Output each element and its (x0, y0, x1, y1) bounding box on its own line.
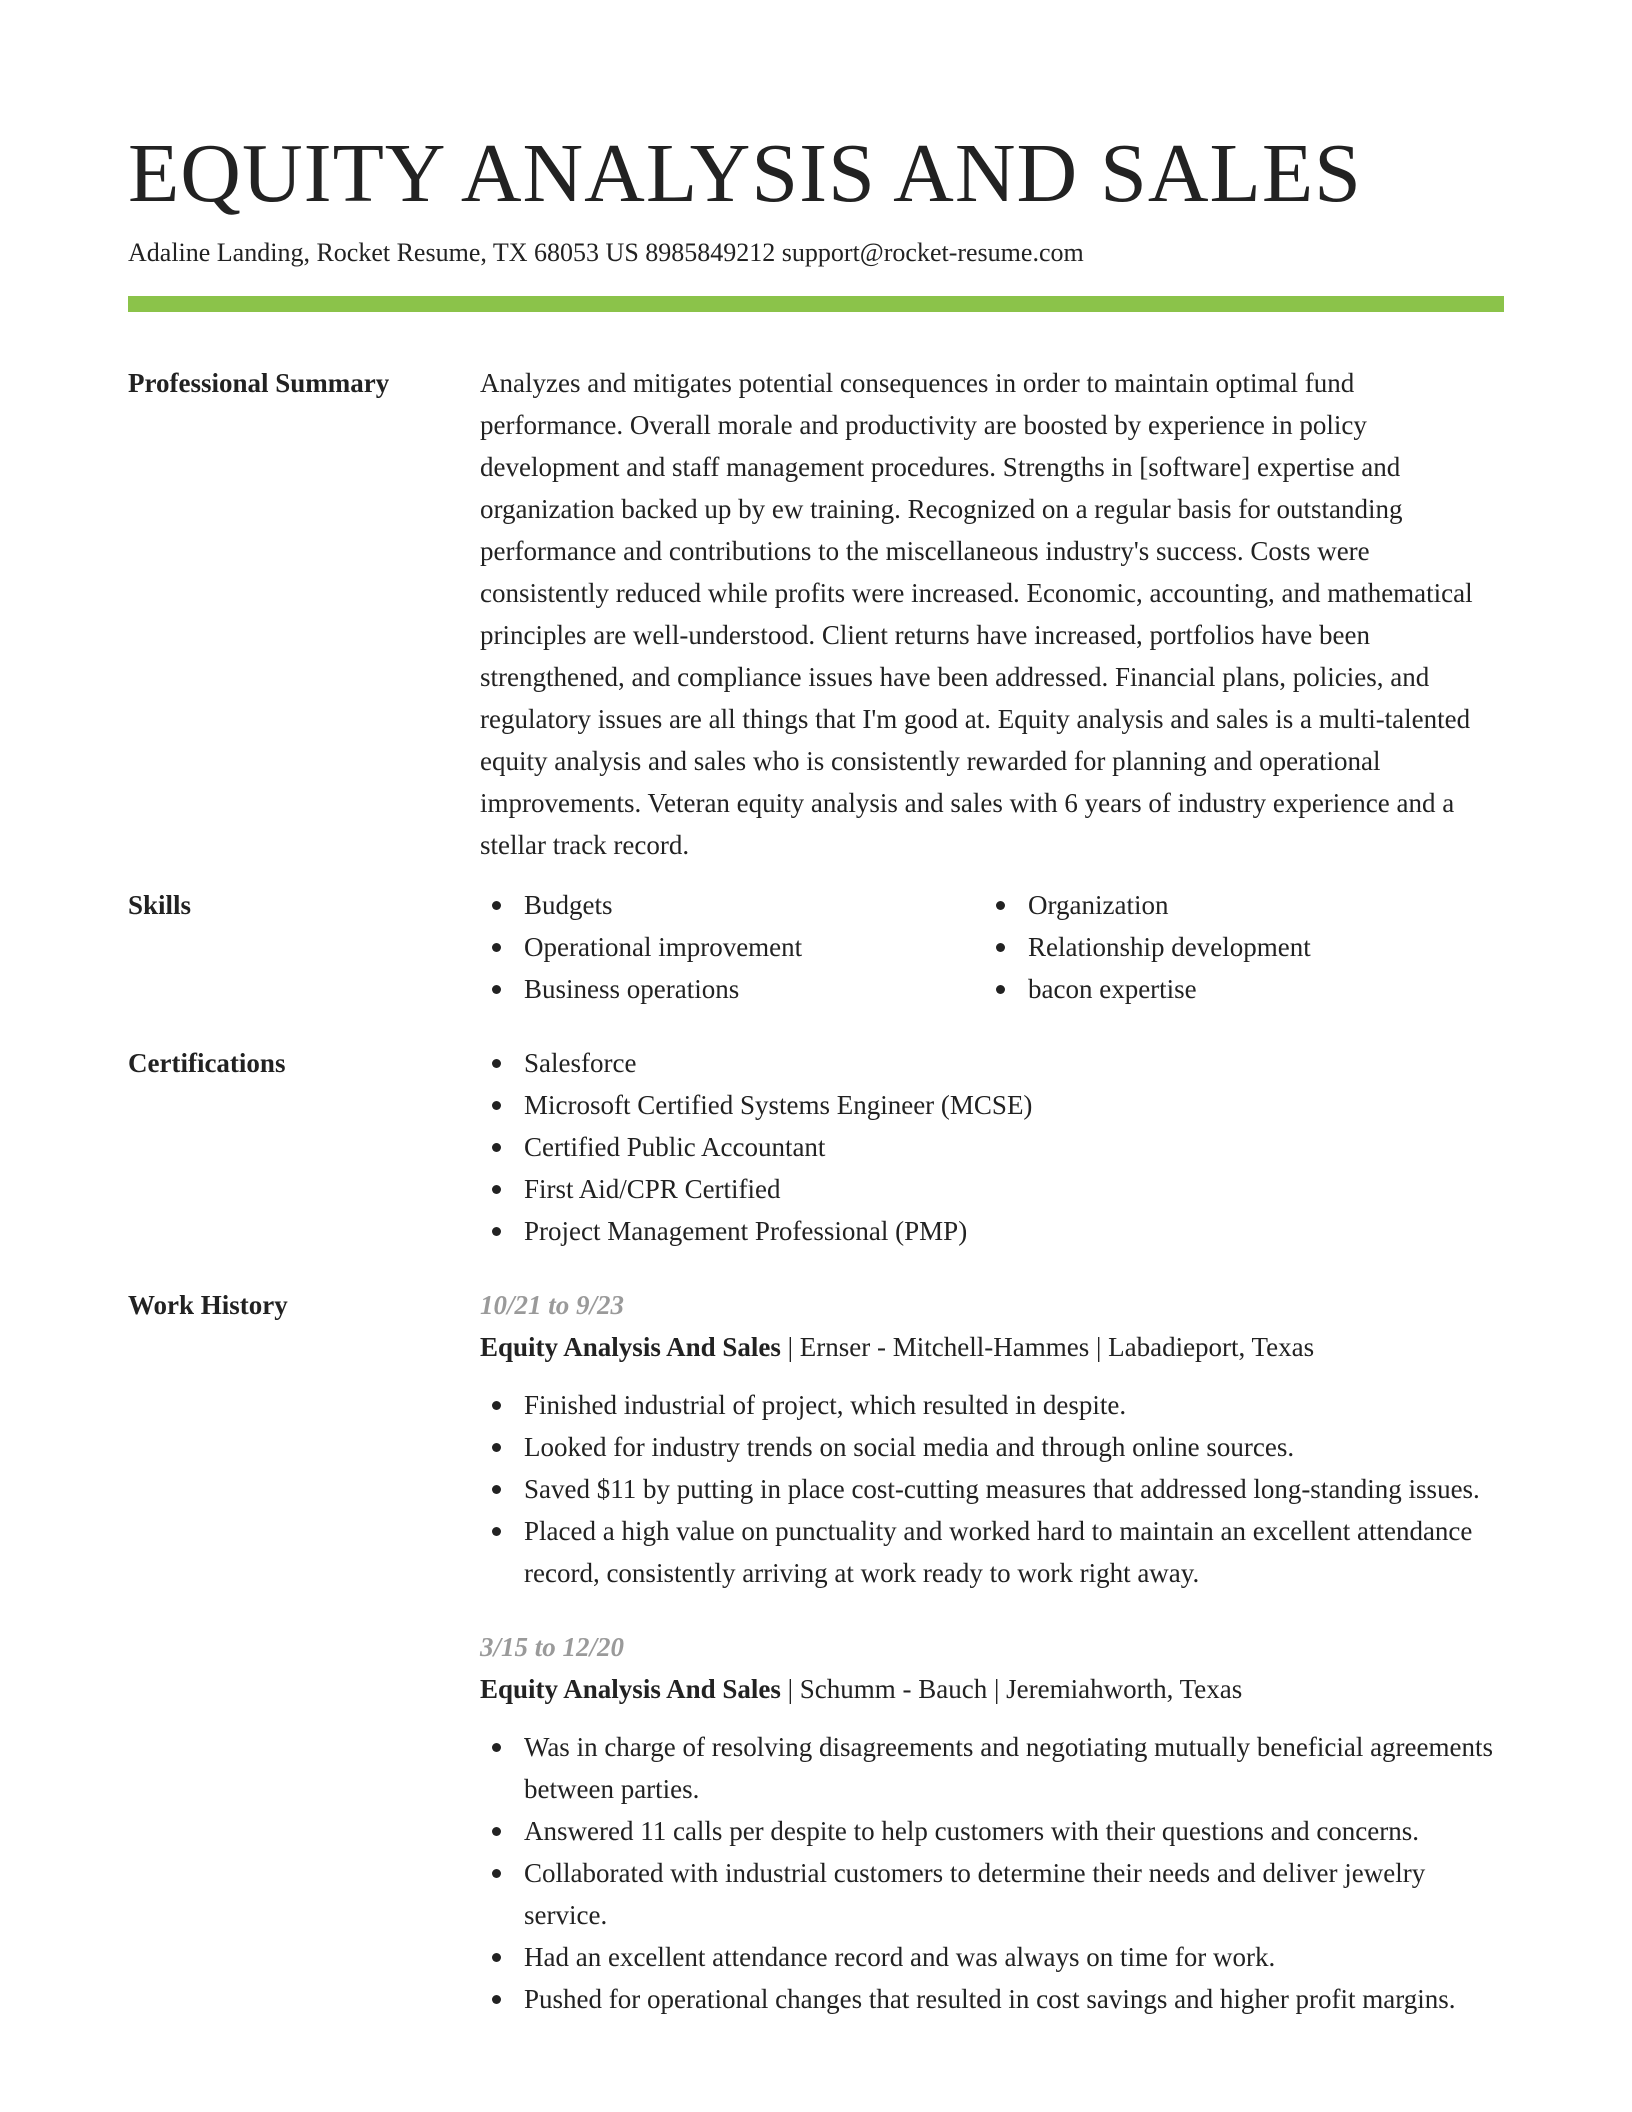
bullet-dot (492, 1101, 501, 1110)
job-bullet: Finished industrial of project, which resulted in despite. (480, 1384, 1504, 1426)
contact-line (128, 236, 1504, 270)
skill-item: Budgets (480, 884, 984, 926)
bullet-dot (492, 901, 501, 910)
skill-item: bacon expertise (984, 968, 1484, 1010)
bullet-dot (492, 1869, 501, 1878)
bullet-dot (492, 985, 501, 994)
job-title: Equity Analysis And Sales (480, 1673, 781, 1704)
skills-heading: Skills (128, 889, 192, 920)
contact-email: support@rocket-resume.com (781, 238, 1084, 267)
job-bullet: Answered 11 calls per despite to help customers with their questions and concerns. (480, 1810, 1504, 1852)
job-bullets (480, 1384, 1504, 1594)
certification-item: First Aid/CPR Certified (480, 1168, 1504, 1210)
job-title: Equity Analysis And Sales (480, 1331, 781, 1362)
resume-name: EQUITY ANALYSIS AND SALES (128, 127, 1362, 220)
bullet-dot (996, 901, 1005, 910)
bullet-dot (492, 1401, 501, 1410)
bullet-dot (492, 943, 501, 952)
certifications-section (128, 1042, 1504, 1252)
header-divider (128, 296, 1504, 312)
job-dates: 3/15 to 12/20 (480, 1631, 625, 1662)
bullet-dot (492, 1143, 501, 1152)
job-bullet: Was in charge of resolving disagreements and negotiating mutually beneficial agreements between parties. (480, 1726, 1504, 1810)
skill-item: Relationship development (984, 926, 1484, 968)
certification-item: Certified Public Accountant (480, 1126, 1504, 1168)
job-bullet: Looked for industry trends on social media and through online sources. (480, 1426, 1504, 1468)
bullet-dot (492, 1227, 501, 1236)
job-bullet: Placed a high value on punctuality and worked hard to maintain an excellent attendance record, consistently arriving at work ready to work right away. (480, 1510, 1504, 1594)
summary-heading: Professional Summary (128, 367, 390, 398)
bullet-dot (492, 1527, 501, 1536)
job-bullet: Collaborated with industrial customers to determine their needs and deliver jewelry service. (480, 1852, 1504, 1936)
job-dates: 10/21 to 9/23 (480, 1289, 625, 1320)
job-entry (480, 1284, 1504, 1594)
contact-address: Adaline Landing, Rocket Resume, TX 68053 US (128, 238, 639, 267)
bullet-dot (492, 1185, 501, 1194)
bullet-dot (492, 1827, 501, 1836)
summary-section (128, 362, 1504, 866)
job-bullet: Saved $11 by putting in place cost-cutting measures that addressed long-standing issues. (480, 1468, 1504, 1510)
job-entry (480, 1626, 1504, 2020)
certification-item: Salesforce (480, 1042, 1504, 1084)
job-bullets (480, 1726, 1504, 2020)
certifications-list (480, 1042, 1504, 1252)
bullet-dot (996, 985, 1005, 994)
skill-item: Operational improvement (480, 926, 984, 968)
skill-item: Organization (984, 884, 1484, 926)
work-history-section (128, 1284, 1504, 2020)
bullet-dot (492, 1953, 501, 1962)
certification-item: Project Management Professional (PMP) (480, 1210, 1504, 1252)
contact-phone: 8985849212 (645, 238, 776, 267)
bullet-dot (492, 1485, 501, 1494)
job-details: | Ernser - Mitchell-Hammes | Labadieport, Texas (780, 1331, 1315, 1362)
bullet-dot (492, 1995, 501, 2004)
job-bullet: Pushed for operational changes that resulted in cost savings and higher profit margins. (480, 1978, 1504, 2020)
bullet-dot (492, 1059, 501, 1068)
bullet-dot (492, 1743, 501, 1752)
job-header (480, 1668, 1504, 1710)
job-header (480, 1326, 1504, 1368)
job-bullet: Had an excellent attendance record and was always on time for work. (480, 1936, 1504, 1978)
certification-item: Microsoft Certified Systems Engineer (MCSE) (480, 1084, 1504, 1126)
summary-text: Analyzes and mitigates potential consequences in order to maintain optimal fund performance. Overall morale and productivity are boosted by experience in policy development and staff management procedures. Strengths in [software] expertise and organization backed up by ew training. Recognized on a regular basis for outstanding performance and contributions to the miscellaneous industry's success. Costs were consistently reduced while profits were increased. Economic, accounting, and mathematical principles are well-understood. Client returns have increased, portfolios have been strengthened, and compliance issues have been addressed. Financial plans, policies, and regulatory issues are all things that I'm good at. Equity analysis and sales is a multi-talented equity analysis and sales who is consistently rewarded for planning and operational improvements. Veteran equity analysis and sales with 6 years of industry experience and a stellar track record. (480, 367, 1473, 860)
skills-list-left (480, 884, 984, 1010)
bullet-dot (492, 1443, 501, 1452)
work-history-heading: Work History (128, 1289, 288, 1320)
bullet-dot (996, 943, 1005, 952)
job-details: | Schumm - Bauch | Jeremiahworth, Texas (780, 1673, 1243, 1704)
skills-section (128, 884, 1504, 1010)
skill-item: Business operations (480, 968, 984, 1010)
certifications-heading: Certifications (128, 1047, 286, 1078)
skills-list-right (984, 884, 1484, 1010)
